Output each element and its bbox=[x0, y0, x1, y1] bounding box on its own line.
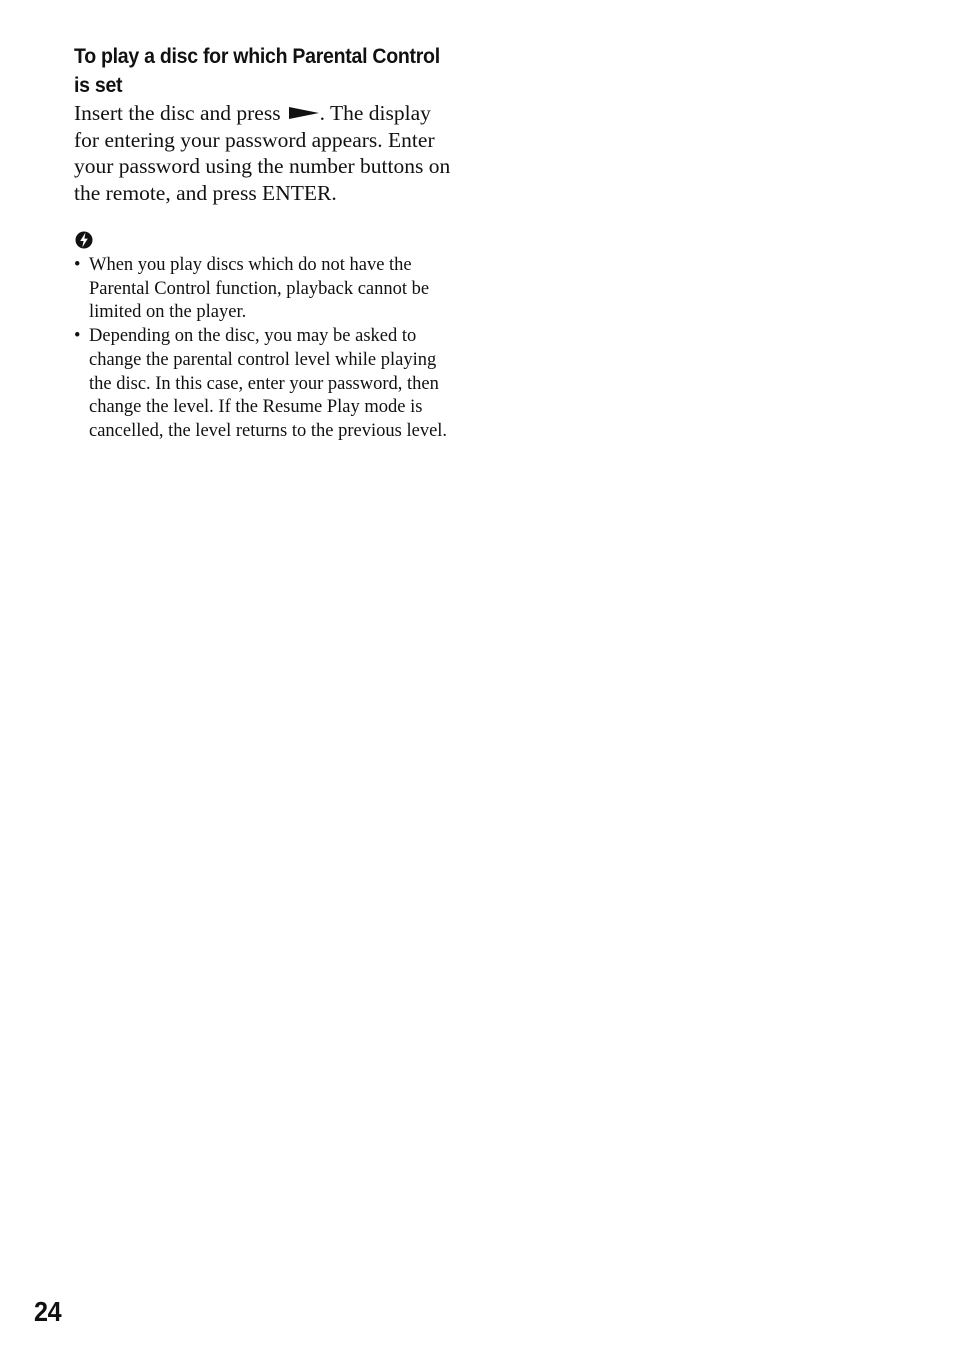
section-heading: To play a disc for which Parental Control is set bbox=[74, 45, 440, 97]
bullet: • bbox=[74, 255, 81, 275]
hint-icon bbox=[74, 230, 94, 250]
page-number: 24 bbox=[34, 1296, 62, 1327]
instruction-text-end: . The display for entering your password appears. Enter your password using the number buttons on the remote, and press ENTER. bbox=[74, 101, 451, 205]
hint-item bbox=[74, 325, 454, 444]
hint-item bbox=[74, 254, 454, 325]
hint-text: When you play discs which do not have the Parental Control function, playback cannot be limited on the player. bbox=[89, 255, 430, 323]
instruction-paragraph bbox=[74, 100, 454, 206]
content-column bbox=[74, 42, 454, 444]
play-button-icon bbox=[289, 107, 319, 119]
instruction-text-start: Insert the disc and press bbox=[74, 101, 281, 125]
bullet: • bbox=[74, 326, 81, 347]
hint-text: Depending on the disc, you may be asked to change the parental control level while playing the disc. In this case, enter your password, then change the level. If the Resume Play mode is cancelled, the level returns to the previous level. bbox=[89, 326, 448, 441]
hint-list bbox=[74, 254, 454, 444]
